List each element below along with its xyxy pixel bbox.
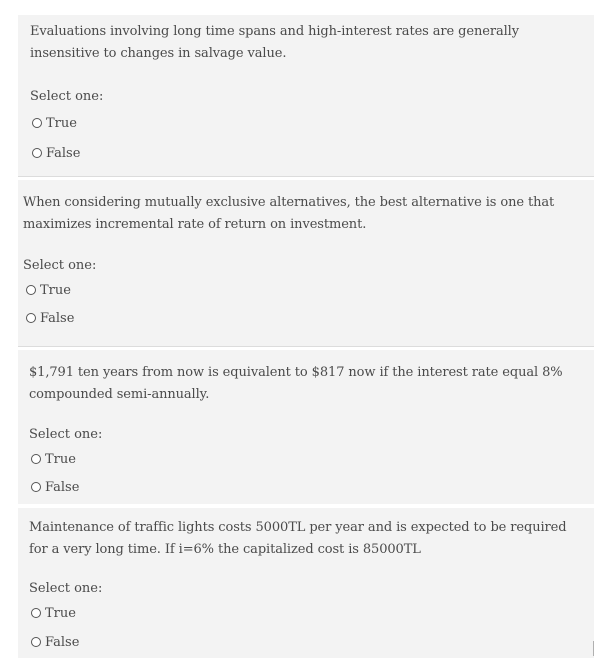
radio-false-1[interactable] [32,148,42,158]
scrollbar-edge [593,641,594,656]
option-label-false-2: False [40,310,75,326]
option-true-3[interactable] [31,449,76,469]
radio-false-4[interactable] [31,637,41,647]
select-one-label-1: Select one: [30,89,104,104]
option-label-true-2: True [40,282,71,298]
radio-false-2[interactable] [26,313,36,323]
option-label-true-4: True [45,605,76,621]
question-text-1: Evaluations involving long time spans and high-interest rates are generally insensitive to changes in salvage value. [30,24,519,61]
option-label-false-4: False [45,634,80,650]
option-label-true-1: True [46,115,77,131]
option-label-false-1: False [46,145,81,161]
divider-2 [18,346,594,347]
option-false-2[interactable] [26,308,74,328]
radio-false-3[interactable] [31,482,41,492]
option-label-false-3: False [45,479,80,495]
option-label-true-3: True [45,451,76,467]
option-true-2[interactable] [26,280,71,300]
option-true-4[interactable] [31,603,76,623]
question-text-3: $1,791 ten years from now is equivalent to $817 now if the interest rate equal 8% compounded semi-annually. [29,365,563,402]
radio-true-4[interactable] [31,608,41,618]
radio-true-3[interactable] [31,454,41,464]
option-false-3[interactable] [31,477,79,497]
option-true-1[interactable] [32,113,77,133]
question-text-4: Maintenance of traffic lights costs 5000TL per year and is expected to be required for a very long time. If i=6% the capitalized cost is 85000TL [29,520,567,557]
divider-1 [18,176,594,177]
option-false-1[interactable] [32,143,80,163]
select-one-label-4: Select one: [29,581,103,596]
question-text-2: When considering mutually exclusive alternatives, the best alternative is one that maximizes incremental rate of return on investment. [23,195,555,232]
radio-true-1[interactable] [32,118,42,128]
option-false-4[interactable] [31,632,79,652]
select-one-label-3: Select one: [29,427,103,442]
select-one-label-2: Select one: [23,258,97,273]
radio-true-2[interactable] [26,285,36,295]
